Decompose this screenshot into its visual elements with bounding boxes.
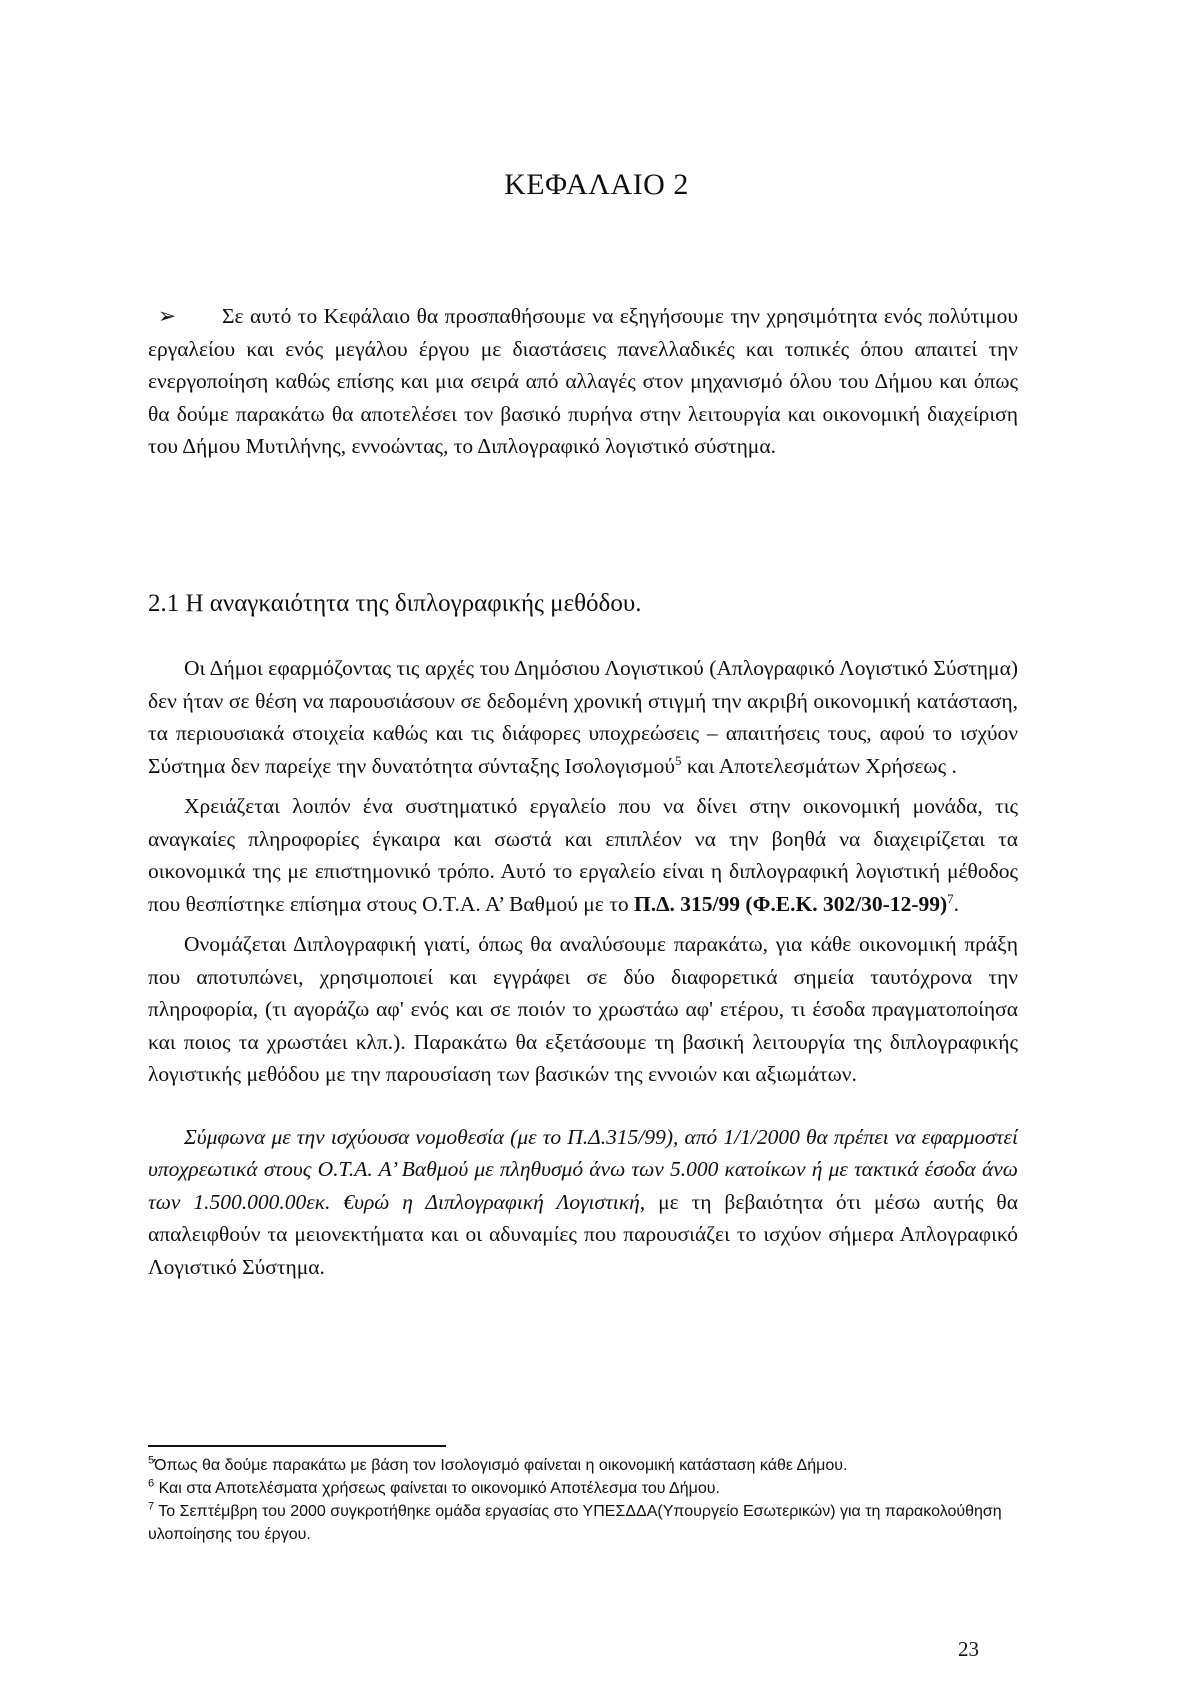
chapter-title: ΚΕΦΑΛΑΙΟ 2 — [504, 168, 689, 201]
footnote-item: $^5$Όπως θα δούμε παρακάτω με βάση τον Ισολογισμό φαίνεται η οικονομική κατάσταση κάθε Δήμου. — [148, 1454, 848, 1474]
paragraph-4: Σύμφωνα με την ισχύουσα νομοθεσία (με το Π.Δ.315/99), από 1/1/2000 θα πρέπει να εφαρμοστεί υποχρεωτικά στους Ο.Τ.Α. Α’ Βαθμού με πληθυσμό άνω των 5.000 κατοίκων ή με τακτικά έσοδα άνω των 1.500.000.00εκ. €υρώ η Διπλογραφική Λογιστική, με τη βεβαιότητα ότι μέσω αυτής θα απαλειφθούν τα μειονεκτήματα και οι αδυναμίες που παρουσιάζει το ισχύον σήμερα Απλογραφικό Λογιστικό Σύστημα. — [148, 1124, 1018, 1279]
body-text — [148, 652, 1018, 1291]
paragraph-1: Οι Δήμοι εφαρμόζοντας τις αρχές του Δημόσιου Λογιστικού (Απλογραφικό Λογιστικό Σύστημα) δεν ήταν σε θέση να παρουσιάσουν σε δεδομένη χρονική στιγμή την ακριβή οικονομική κατάσταση, τα περιουσιακά στοιχεία καθώς και τις διάφορες υποχρεώσεις – απαιτήσεις τους, αφού το ισχύον Σύστημα δεν παρείχε την δυνατότητα σύνταξης Ισολογισμού$^5$ και Αποτελεσμάτων Χρήσεως . — [148, 656, 1018, 778]
footnotes — [148, 1454, 1018, 1546]
intro-paragraph — [148, 300, 1018, 463]
paragraph-2: Χρειάζεται λοιπόν ένα συστηματικό εργαλείο που να δίνει στην οικονομική μονάδα, τις αναγκαίες πληροφορίες έγκαιρα και σωστά και επιπλέον να την βοηθά να διαχειρίζεται τα οικονομικά της με επιστημονικό τρόπο. Αυτό το εργαλείο είναι η διπλογραφική λογιστική μέθοδος που θεσπίστηκε επίσημα στους Ο.Τ.Α. Α’ Βαθμού με το Π.Δ. 315/99 (Φ.Ε.Κ. 302/30-12-99)$^7$. — [148, 794, 1018, 916]
intro-text: Σε αυτό το Κεφάλαιο θα προσπαθήσουμε να εξηγήσουμε την χρησιμότητα ενός πολύτιμου εργαλείου και ενός μεγάλου έργου με διαστάσεις πανελλαδικές και τοπικές όπου απαιτεί την ενεργοποίηση καθώς επίσης και μια σειρά από αλλαγές στον μηχανισμό όλου του Δήμου και όπως θα δούμε παρακάτω θα αποτελέσει τον βασικό πυρήνα στην λειτουργία και οικονομική διαχείριση του Δήμου Μυτιλήνης, εννοώντας, το Διπλογραφικό λογιστικό σύστημα. — [148, 304, 1018, 458]
section-heading: 2.1 Η αναγκαιότητα της διπλογραφικής μεθόδου. — [148, 590, 642, 617]
footnote-item: $^7$ Το Σεπτέμβρη του 2000 συγκροτήθηκε ομάδα εργασίας στο ΥΠΕΣΔΔΑ(Υπουργείο Εσωτερικών) για τη παρακολούθηση υλοποίησης του έργου. — [148, 1500, 1002, 1543]
law-reference: Π.Δ. 315/99 (Φ.Ε.Κ. 302/30-12-99) — [633, 891, 948, 916]
page-number: 23 — [958, 1637, 979, 1661]
legal-note: Σύμφωνα με την ισχύουσα νομοθεσία (με το Π.Δ.315/99), από 1/1/2000 θα πρέπει να εφαρμοστεί υποχρεωτικά στους Ο.Τ.Α. Α’ Βαθμού με πληθυσμό άνω των 5.000 κατοίκων ή με τακτικά έσοδα άνω των 1.500.000.00εκ. €υρώ η Διπλογραφική Λογιστική — [148, 1124, 1018, 1214]
paragraph-3: Ονομάζεται Διπλογραφική γιατί, όπως θα αναλύσουμε παρακάτω, για κάθε οικονομική πράξη που αποτυπώνει, χρησιμοποιεί και εγγράφει σε δύο διαφορετικά σημεία ταυτόχρονα την πληροφορία, (τι αγοράζω αφ' ενός και σε ποιόν το χρωστάω αφ' ετέρου, τι έσοδα πραγματοποίησα και ποιος τα χρωστάει κλπ.). Παρακάτω θα εξετάσουμε τη βασική λειτουργία της διπλογραφικής λογιστικής μεθόδου με την παρουσίαση των βασικών της εννοιών και αξιωμάτων. — [148, 932, 1018, 1086]
footnote-ref-5: 5 — [675, 752, 682, 768]
footnote-ref-7: 7 — [947, 890, 954, 906]
footnote-divider — [148, 1445, 446, 1447]
bullet-arrow-icon: ➢ — [158, 304, 177, 328]
footnote-item: $^6$ Και στα Αποτελέσματα χρήσεως φαίνεται το οικονομικό Αποτέλεσμα του Δήμου. — [148, 1477, 720, 1497]
